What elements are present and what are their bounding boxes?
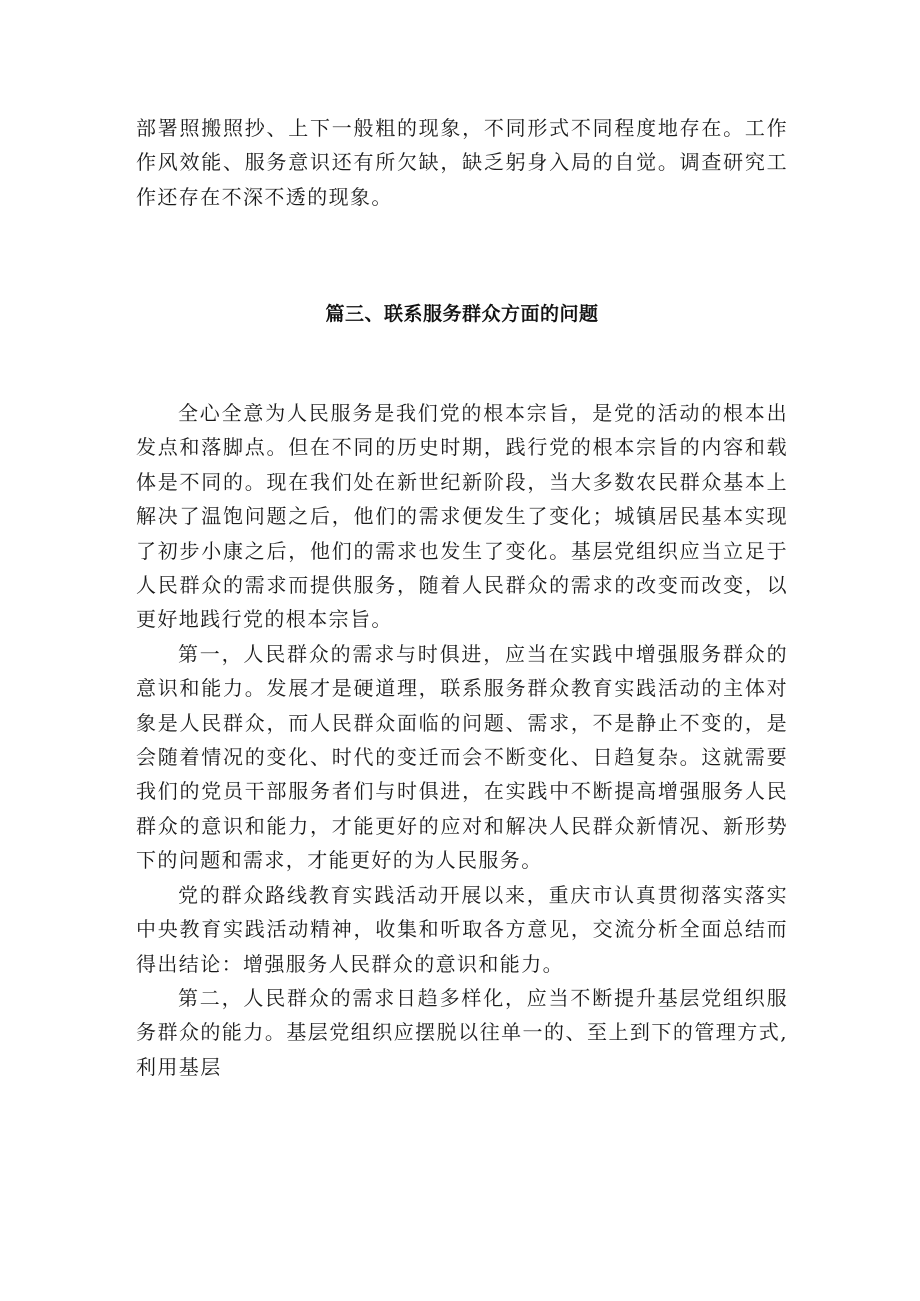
body-block — [136, 396, 788, 1084]
paragraph-1: 全心全意为人民服务是我们党的根本宗旨，是党的活动的根本出发点和落脚点。但在不同的历史时期，践行党的根本宗旨的内容和载体是不同的。现在我们处在新世纪新阶段，当大多数农民群众基本上解决了温饱问题之后，他们的需求便发生了变化；城镇居民基本实现了初步小康之后，他们的需求也发生了变化。基层党组织应当立足于人民群众的需求而提供服务，随着人民群众的需求的改变而改变，以更好地践行党的根本宗旨。 — [136, 401, 788, 632]
continuation-paragraph: 部署照搬照抄、上下一般粗的现象，不同形式不同程度地存在。工作作风效能、服务意识还有所欠缺，缺乏躬身入局的自觉。调查研究工作还存在不深不透的现象。 — [136, 116, 788, 209]
paragraph-4: 第二，人民群众的需求日趋多样化，应当不断提升基层党组织服务群众的能力。基层党组织应摆脱以往单一的、至上到下的管理方式,利用基层 — [136, 985, 788, 1079]
continuation-block — [136, 111, 788, 214]
paragraph-2: 第一，人民群众的需求与时俱进，应当在实践中增强服务群众的意识和能力。发展才是硬道理，联系服务群众教育实践活动的主体对象是人民群众，而人民群众面临的问题、需求，不是静止不变的，是会随着情况的变化、时代的变迁而会不断变化、日趋复杂。这就需要我们的党员干部服务者们与时俱进，在实践中不断提高增强服务人民群众的意识和能力，才能更好的应对和解决人民群众新情况、新形势下的问题和需求，才能更好的为人民服务。 — [136, 641, 788, 873]
paragraph-3: 党的群众路线教育实践活动开展以来，重庆市认真贯彻落实落实中央教育实践活动精神，收集和听取各方意见，交流分析全面总结而得出结论：增强服务人民群众的意识和能力。 — [136, 882, 788, 976]
section-title: 篇三、联系服务群众方面的问题 — [325, 303, 599, 325]
